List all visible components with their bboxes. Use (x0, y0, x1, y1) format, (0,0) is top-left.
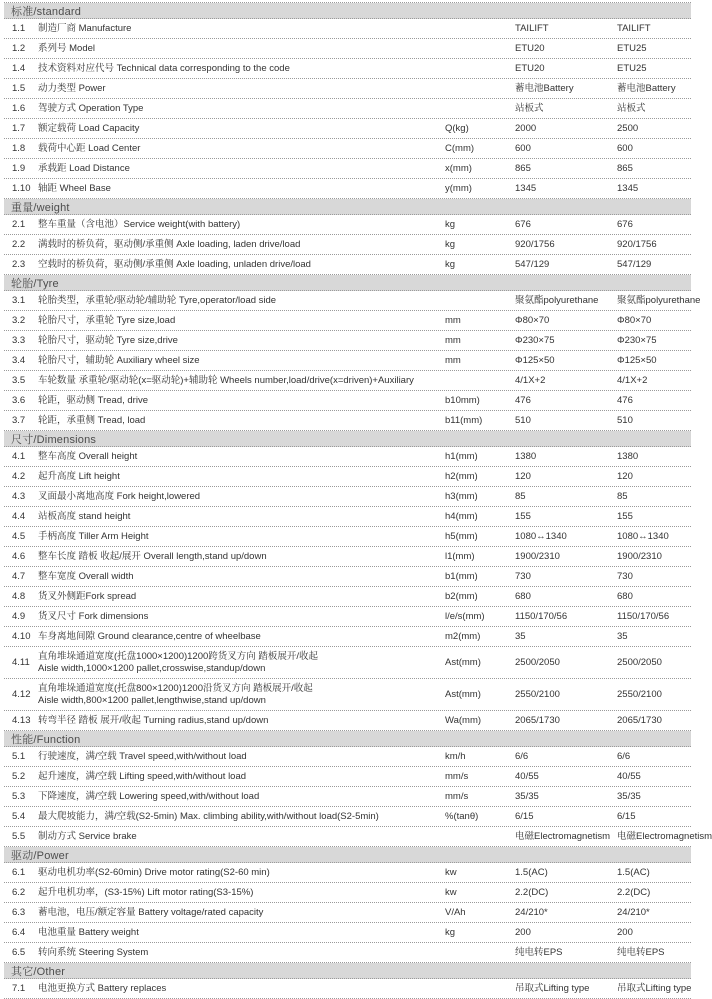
row-description: 轮距，驱动侧 Tread, drive (38, 394, 148, 406)
row-description (38, 651, 445, 675)
row-unit: b1(mm) (445, 570, 478, 582)
row-unit: b11(mm) (445, 414, 483, 426)
row-unit: mm/s (445, 790, 469, 802)
row-description: 转向系统 Steering System (38, 946, 149, 958)
row-description: 车轮数量 承重轮/驱动轮(x=驱动轮)+辅助轮 Wheels number,load/drive(x=driven)+Auxiliary (38, 374, 414, 386)
row-number: 2.2 (12, 238, 26, 250)
spec-row (4, 139, 691, 159)
row-number: 6.4 (12, 926, 26, 938)
row-number: 4.5 (12, 530, 26, 542)
row-description: 驾驶方式 Operation Type (38, 102, 144, 114)
spec-row (4, 59, 691, 79)
spec-row (4, 767, 691, 787)
row-value-2: 85 (617, 490, 628, 502)
row-value-1: 电磁Electromagnetism (515, 830, 611, 842)
row-description-line1: 直角堆垛通道宽度(托盘1000×1200)1200跨货叉方向 踏板展开/收起 (38, 650, 319, 662)
row-value-1: 476 (515, 394, 531, 406)
row-value-1: 吊取式Lifting type (515, 982, 590, 994)
row-value-2: 1.5(AC) (617, 866, 650, 878)
spec-row (4, 391, 691, 411)
row-description: 制造厂商 Manufacture (38, 22, 132, 34)
row-description: 电池重量 Battery weight (38, 926, 139, 938)
row-unit: b2(mm) (445, 590, 478, 602)
row-description: 起升速度，满/空载 Lifting speed,with/without load (38, 770, 247, 782)
spec-row (4, 19, 691, 39)
row-number: 4.12 (12, 688, 31, 700)
row-number: 1.7 (12, 122, 26, 134)
row-value-1: 4/1X+2 (515, 374, 546, 386)
row-value-1: 547/129 (515, 258, 550, 270)
spec-row (4, 119, 691, 139)
spec-row (4, 179, 691, 199)
row-number: 5.5 (12, 830, 26, 842)
row-unit: %(tanθ) (445, 810, 479, 822)
row-description: 整车宽度 Overall width (38, 570, 134, 582)
row-number: 3.4 (12, 354, 26, 366)
row-number: 6.1 (12, 866, 26, 878)
row-value-2: 6/15 (617, 810, 636, 822)
row-value-2: 1150/170/56 (617, 610, 670, 622)
row-description: 蓄电池，电压/额定容量 Battery voltage/rated capacity (38, 906, 264, 918)
row-value-1: 510 (515, 414, 531, 426)
row-value-1: 40/55 (515, 770, 539, 782)
row-value-1: ETU20 (515, 62, 545, 74)
row-description: 空载时的桥负荷，驱动侧/承重侧 Axle loading, unladen drive/load (38, 258, 311, 270)
row-value-2: 920/1756 (617, 238, 657, 250)
row-unit: Q(kg) (445, 122, 469, 134)
row-unit: h3(mm) (445, 490, 478, 502)
row-unit: kw (445, 866, 457, 878)
row-description: 整车高度 Overall height (38, 450, 138, 462)
row-description: 转弯半径 踏板 展开/收起 Turning radius,stand up/down (38, 714, 269, 726)
row-number: 3.3 (12, 334, 26, 346)
spec-row (4, 627, 691, 647)
row-number: 4.9 (12, 610, 26, 622)
row-number: 4.8 (12, 590, 26, 602)
spec-row (4, 311, 691, 331)
row-value-1: 2500/2050 (515, 656, 560, 668)
spec-row (4, 883, 691, 903)
row-value-2: 1900/2310 (617, 550, 662, 562)
spec-row (4, 711, 691, 731)
row-unit: kg (445, 238, 456, 250)
row-value-1: 蓄电池Battery (515, 82, 574, 94)
spec-row (4, 99, 691, 119)
row-number: 4.7 (12, 570, 26, 582)
row-value-1: 2000 (515, 122, 537, 134)
row-number: 4.13 (12, 714, 31, 726)
row-description: 轮胎尺寸，辅助轮 Auxiliary wheel size (38, 354, 200, 366)
row-number: 1.8 (12, 142, 26, 154)
row-value-2: 120 (617, 470, 633, 482)
row-value-2: Φ230×75 (617, 334, 657, 346)
spec-row (4, 79, 691, 99)
row-description: 手柄高度 Tiller Arm Height (38, 530, 149, 542)
row-description: 轮胎类型，承重轮/驱动轮/辅助轮 Tyre,operator/load side (38, 294, 277, 306)
row-unit: l/e/s(mm) (445, 610, 485, 622)
row-value-2: 电磁Electromagnetism (617, 830, 712, 842)
row-description (38, 683, 445, 707)
spec-row (4, 647, 691, 679)
row-number: 2.1 (12, 218, 26, 230)
spec-row (4, 371, 691, 391)
row-number: 4.10 (12, 630, 31, 642)
row-value-1: Φ80×70 (515, 314, 550, 326)
row-value-1: TAILIFT (515, 22, 549, 34)
spec-row (4, 827, 712, 847)
row-value-1: 2.2(DC) (515, 886, 549, 898)
row-description: 技术资料对应代号 Technical data corresponding to the code (38, 62, 290, 74)
spec-row (4, 679, 691, 711)
spec-row (4, 235, 691, 255)
row-value-1: 155 (515, 510, 531, 522)
row-description-line1: 直角堆垛通道宽度(托盘800×1200)1200沿货叉方向 踏板展开/收起 (38, 682, 313, 694)
row-unit: b10mm) (445, 394, 480, 406)
row-value-2: 40/55 (617, 770, 641, 782)
row-value-1: 200 (515, 926, 531, 938)
row-unit: kg (445, 258, 456, 270)
row-number: 3.5 (12, 374, 26, 386)
row-value-2: 2065/1730 (617, 714, 662, 726)
row-number: 7.1 (12, 982, 26, 994)
row-value-1: 35 (515, 630, 526, 642)
row-description: 起升高度 Lift height (38, 470, 120, 482)
row-description: 满载时的桥负荷，驱动侧/承重侧 Axle loading, laden drive/load (38, 238, 301, 250)
row-unit: y(mm) (445, 182, 472, 194)
row-unit: h4(mm) (445, 510, 478, 522)
row-value-1: 920/1756 (515, 238, 555, 250)
row-number: 3.7 (12, 414, 26, 426)
row-number: 1.9 (12, 162, 26, 174)
row-description-line2: Aisle width,1000×1200 pallet,crosswise,standup/down (38, 663, 266, 674)
section-header-label: 标准/standard (11, 5, 82, 18)
row-description: 货叉外侧距Fork spread (38, 590, 137, 602)
row-description: 轴距 Wheel Base (38, 182, 111, 194)
row-value-1: 2065/1730 (515, 714, 560, 726)
row-value-1: 1080↔1340 (515, 530, 567, 542)
section-header (4, 847, 691, 863)
section-header-label: 尺寸/Dimensions (11, 433, 97, 446)
row-description: 载荷中心距 Load Center (38, 142, 141, 154)
row-unit: kw (445, 886, 457, 898)
row-value-1: ETU20 (515, 42, 545, 54)
row-value-2: 35 (617, 630, 628, 642)
row-value-2: Φ125×50 (617, 354, 657, 366)
row-description: 叉面最小离地高度 Fork height,lowered (38, 490, 201, 502)
row-number: 3.2 (12, 314, 26, 326)
row-unit: h2(mm) (445, 470, 478, 482)
row-description: 轮胎尺寸，承重轮 Tyre size,load (38, 314, 176, 326)
row-description: 轮距，承重侧 Tread, load (38, 414, 146, 426)
row-description: 起升电机功率，(S3-15%) Lift motor rating(S3-15%) (38, 886, 254, 898)
row-value-1: Φ125×50 (515, 354, 555, 366)
row-value-2: ETU25 (617, 62, 647, 74)
row-value-1: 1900/2310 (515, 550, 560, 562)
row-number: 6.5 (12, 946, 26, 958)
spec-row (4, 567, 691, 587)
spec-row (4, 787, 691, 807)
row-value-1: 聚氨酯polyurethane (515, 294, 599, 306)
row-unit: mm (445, 334, 461, 346)
row-description: 站板高度 stand height (38, 510, 131, 522)
row-value-2: 24/210* (617, 906, 650, 918)
spec-row (4, 411, 691, 431)
row-unit: Ast(mm) (445, 688, 481, 700)
row-unit: kg (445, 218, 456, 230)
row-unit: Ast(mm) (445, 656, 481, 668)
section-header-label: 性能/Function (11, 733, 81, 746)
row-value-2: 1380 (617, 450, 639, 462)
row-value-1: 865 (515, 162, 531, 174)
row-unit: kg (445, 926, 456, 938)
section-header (4, 275, 691, 291)
row-value-2: Φ80×70 (617, 314, 652, 326)
row-description: 动力类型 Power (38, 82, 106, 94)
row-number: 6.2 (12, 886, 26, 898)
row-unit: x(mm) (445, 162, 472, 174)
row-value-1: 680 (515, 590, 531, 602)
row-number: 5.4 (12, 810, 26, 822)
row-value-2: 吊取式Lifting type (617, 982, 692, 994)
row-value-2: 2550/2100 (617, 688, 662, 700)
row-value-1: 600 (515, 142, 531, 154)
row-value-2: 680 (617, 590, 633, 602)
row-value-2: 600 (617, 142, 633, 154)
row-unit: mm (445, 314, 461, 326)
row-unit: m2(mm) (445, 630, 481, 642)
row-value-2: 4/1X+2 (617, 374, 648, 386)
row-number: 3.1 (12, 294, 26, 306)
row-value-2: 155 (617, 510, 633, 522)
spec-row (4, 39, 691, 59)
row-description: 系列号 Model (38, 42, 96, 54)
section-header (4, 731, 691, 747)
row-value-1: 1150/170/56 (515, 610, 568, 622)
spec-row (4, 527, 691, 547)
row-value-1: 6/6 (515, 750, 529, 762)
row-description: 制动方式 Service brake (38, 830, 137, 842)
row-value-2: ETU25 (617, 42, 647, 54)
section-header-label: 重量/weight (11, 201, 70, 214)
row-unit: km/h (445, 750, 466, 762)
row-number: 4.3 (12, 490, 26, 502)
row-unit: h5(mm) (445, 530, 478, 542)
spec-row (4, 467, 691, 487)
spec-row (4, 863, 691, 883)
row-number: 6.3 (12, 906, 26, 918)
row-number: 4.4 (12, 510, 26, 522)
row-number: 1.5 (12, 82, 26, 94)
spec-row (4, 923, 691, 943)
row-description: 承载距 Load Distance (38, 162, 130, 174)
row-value-1: 1345 (515, 182, 537, 194)
row-number: 3.6 (12, 394, 26, 406)
row-description: 最大爬坡能力，满/空载(S2-5min) Max. climbing ability,with/without load(S2-5min) (38, 810, 379, 822)
row-description: 整车重量（含电池）Service weight(with battery) (38, 218, 241, 230)
row-value-2: 纯电转EPS (617, 946, 665, 958)
section-header-label: 轮胎/Tyre (11, 277, 59, 290)
spec-row (4, 255, 691, 275)
spec-row (4, 943, 691, 963)
row-value-1: 纯电转EPS (515, 946, 563, 958)
spec-row (4, 747, 691, 767)
spec-row (4, 215, 691, 235)
spec-row (4, 447, 691, 467)
spec-table (4, 2, 712, 999)
row-value-1: 2550/2100 (515, 688, 560, 700)
spec-row (4, 487, 691, 507)
row-number: 1.1 (12, 22, 26, 34)
section-header-label: 驱动/Power (11, 849, 69, 862)
row-description: 整车长度 踏板 收起/展开 Overall length,stand up/down (38, 550, 267, 562)
section-header (4, 3, 691, 19)
spec-row (4, 979, 691, 999)
row-number: 4.2 (12, 470, 26, 482)
row-value-1: 730 (515, 570, 531, 582)
spec-row (4, 291, 701, 311)
row-description: 下降速度，满/空载 Lowering speed,with/without load (38, 790, 260, 802)
row-number: 4.6 (12, 550, 26, 562)
spec-row (4, 351, 691, 371)
row-value-2: 35/35 (617, 790, 641, 802)
row-value-1: 1.5(AC) (515, 866, 548, 878)
row-value-2: 200 (617, 926, 633, 938)
row-unit: mm/s (445, 770, 469, 782)
row-value-2: 730 (617, 570, 633, 582)
row-value-2: 蓄电池Battery (617, 82, 676, 94)
row-value-1: 35/35 (515, 790, 539, 802)
row-number: 4.1 (12, 450, 26, 462)
row-description: 电池更换方式 Battery replaces (38, 982, 167, 994)
row-description: 轮胎尺寸，驱动轮 Tyre size,drive (38, 334, 178, 346)
row-unit: l1(mm) (445, 550, 475, 562)
row-value-2: 2.2(DC) (617, 886, 651, 898)
row-number: 1.6 (12, 102, 26, 114)
row-value-2: 1345 (617, 182, 639, 194)
row-number: 1.4 (12, 62, 26, 74)
row-number: 5.2 (12, 770, 26, 782)
row-value-1: 6/15 (515, 810, 534, 822)
row-value-2: 865 (617, 162, 633, 174)
section-header (4, 963, 691, 979)
row-value-2: 510 (617, 414, 633, 426)
spec-row (4, 903, 691, 923)
row-value-2: 站板式 (617, 102, 646, 114)
row-value-1: 1380 (515, 450, 537, 462)
row-number: 5.3 (12, 790, 26, 802)
row-number: 4.11 (12, 656, 30, 668)
spec-row (4, 507, 691, 527)
row-unit: C(mm) (445, 142, 475, 154)
row-description: 行驶速度，满/空载 Travel speed,with/without load (38, 750, 247, 762)
row-description: 驱动电机功率(S2-60min) Drive motor rating(S2-60 min) (38, 866, 270, 878)
spec-row (4, 547, 691, 567)
row-number: 1.10 (12, 182, 31, 194)
spec-row (4, 331, 691, 351)
row-value-2: 547/129 (617, 258, 652, 270)
row-number: 5.1 (12, 750, 26, 762)
row-value-2: 聚氨酯polyurethane (617, 294, 701, 306)
spec-row (4, 807, 691, 827)
row-description: 额定载荷 Load Capacity (38, 122, 140, 134)
spec-row (4, 587, 691, 607)
row-value-2: TAILIFT (617, 22, 651, 34)
row-unit: Wa(mm) (445, 714, 482, 726)
row-value-1: 85 (515, 490, 526, 502)
row-unit: h1(mm) (445, 450, 478, 462)
row-value-1: 24/210* (515, 906, 548, 918)
row-value-2: 2500/2050 (617, 656, 662, 668)
row-number: 1.2 (12, 42, 26, 54)
row-value-2: 676 (617, 218, 633, 230)
row-unit: mm (445, 354, 461, 366)
row-value-1: Φ230×75 (515, 334, 555, 346)
row-value-1: 站板式 (515, 102, 544, 114)
section-header-label: 其它/Other (11, 965, 66, 978)
row-value-1: 676 (515, 218, 531, 230)
spec-row (4, 159, 691, 179)
row-value-2: 1080↔1340 (617, 530, 669, 542)
row-description: 车身离地间隙 Ground clearance,centre of wheelbase (38, 630, 261, 642)
section-header (4, 199, 691, 215)
row-number: 2.3 (12, 258, 26, 270)
section-header (4, 431, 691, 447)
row-description: 货叉尺寸 Fork dimensions (38, 610, 149, 622)
row-value-2: 2500 (617, 122, 639, 134)
row-description-line2: Aisle width,800×1200 pallet,lengthwise,stand up/down (38, 695, 266, 706)
row-value-2: 6/6 (617, 750, 631, 762)
row-value-1: 120 (515, 470, 531, 482)
row-unit: V/Ah (445, 906, 466, 918)
spec-row (4, 607, 691, 627)
row-value-2: 476 (617, 394, 633, 406)
